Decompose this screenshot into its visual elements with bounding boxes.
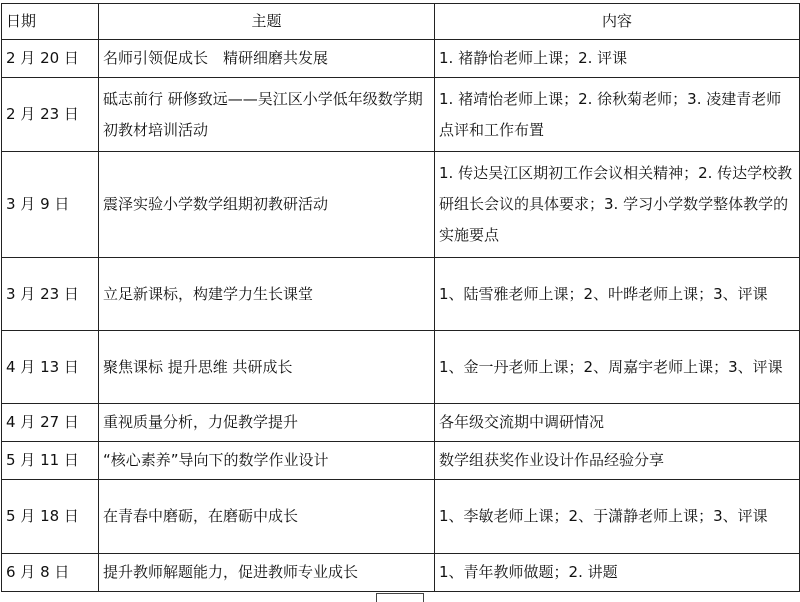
row-topic: 在青春中磨砺，在磨砺中成长 [99, 480, 435, 554]
row-date: 3 月 9 日 [2, 152, 99, 258]
row-content: 各年级交流期中调研情况 [435, 404, 800, 442]
table-row [2, 78, 800, 152]
header-row [2, 4, 800, 40]
table-row [2, 152, 800, 258]
table-row [2, 40, 800, 78]
row-date: 2 月 23 日 [2, 78, 99, 152]
table-row [2, 442, 800, 480]
row-topic: 聚焦课标 提升思维 共研成长 [99, 331, 435, 404]
header-date: 日期 [2, 4, 99, 40]
row-content: 1、金一丹老师上课；2、周嘉宇老师上课；3、评课 [435, 331, 800, 404]
row-date: 6 月 8 日 [2, 554, 99, 592]
row-topic: 砥志前行 研修致远——吴江区小学低年级数学期初教材培训活动 [99, 78, 435, 152]
row-date: 4 月 13 日 [2, 331, 99, 404]
row-content: 数学组获奖作业设计作品经验分享 [435, 442, 800, 480]
row-content: 1、李敏老师上课；2、于潇静老师上课；3、评课 [435, 480, 800, 554]
schedule-table [1, 3, 800, 592]
header-topic: 主题 [99, 4, 435, 40]
table-row [2, 404, 800, 442]
row-content: 1、陆雪雅老师上课；2、叶晔老师上课；3、评课 [435, 258, 800, 331]
row-topic: 名师引领促成长 精研细磨共发展 [99, 40, 435, 78]
row-content: 1. 褚静怡老师上课；2. 评课 [435, 40, 800, 78]
table-row [2, 554, 800, 592]
row-date: 3 月 23 日 [2, 258, 99, 331]
table-row [2, 331, 800, 404]
row-topic: “核心素养”导向下的数学作业设计 [99, 442, 435, 480]
table-row [2, 480, 800, 554]
row-topic: 重视质量分析，力促教学提升 [99, 404, 435, 442]
page-footer-box [376, 593, 424, 602]
row-content: 1. 褚靖怡老师上课；2. 徐秋菊老师；3. 凌建青老师点评和工作布置 [435, 78, 800, 152]
row-content: 1. 传达吴江区期初工作会议相关精神；2. 传达学校教研组长会议的具体要求；3. 学习小学数学整体教学的实施要点 [435, 152, 800, 258]
row-topic: 提升教师解题能力，促进教师专业成长 [99, 554, 435, 592]
row-date: 2 月 20 日 [2, 40, 99, 78]
row-topic: 震泽实验小学数学组期初教研活动 [99, 152, 435, 258]
table-row [2, 258, 800, 331]
row-date: 4 月 27 日 [2, 404, 99, 442]
row-topic: 立足新课标，构建学力生长课堂 [99, 258, 435, 331]
row-content: 1、青年教师做题；2. 讲题 [435, 554, 800, 592]
row-date: 5 月 18 日 [2, 480, 99, 554]
row-date: 5 月 11 日 [2, 442, 99, 480]
header-content: 内容 [435, 4, 800, 40]
